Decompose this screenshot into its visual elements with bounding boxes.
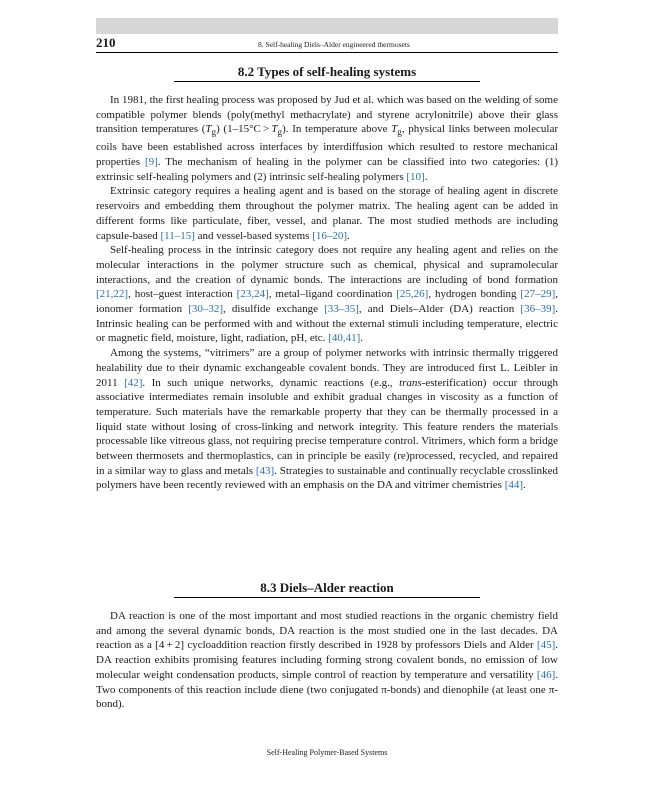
citation-link[interactable]: [46]: [536, 668, 556, 681]
citation-link[interactable]: [42]: [124, 376, 143, 389]
top-bar: [96, 18, 558, 34]
paragraph: DA reaction is one of the most important and most studied reactions in the organic chemistry field and among the several dynamic bonds, DA reaction is the most studied one in the last decades. DA reaction as a [4 + 2] cycloaddition reaction firstly described in 1928 by professors Diels and Alder [45]. DA reaction exhibits promising features including forming strong covalent bonds, no emission of low molecular weight condensation products, simple control of reaction by temperature and versatility [46]. Two components of this reaction include diene (two conjugated π-bonds) and dienophile (at least one π-bond).: [96, 610, 558, 711]
paragraph: In 1981, the first healing process was proposed by Jud et al. which was based on the welding of some compatible polymer blends (poly(methyl methacrylate) and styrene acrylonitrile) above their glass transition temperatures $(T_g) (1-15^\circ C > T_g)$. In temperature above $T_g$, physical links between molecular coils have been established across interfaces by interdiffusion which resulted to restore mechanical properties [9]. The mechanism of healing in the polymer can be classified into two categories: (1) extrinsic self-healing polymers and (2) intrinsic self-healing polymers [10].: [96, 94, 558, 183]
citation-link[interactable]: [25,26]: [396, 288, 429, 301]
citation-link[interactable]: [30–32]: [188, 303, 224, 316]
paragraph: Extrinsic category requires a healing agent and is based on the storage of healing agent in discrete reservoirs and embedding them throughout the polymer matrix. The healing agent can be added in different forms like particulate, fiber, vessel, and planar. The most studied methods are including capsule-based [11–15] and vessel-based systems [16–20].: [96, 185, 558, 242]
citation-link[interactable]: [43]: [255, 464, 275, 477]
citation-link[interactable]: [21,22]: [96, 288, 129, 301]
running-head: 8. Self-healing Diels–Alder engineered thermosets: [258, 40, 410, 49]
section-title-8-3: 8.3 Diels–Alder reaction: [260, 580, 394, 595]
section-8-3-body: [96, 609, 558, 712]
section-rule-8-3: [174, 597, 480, 598]
citation-link[interactable]: [44]: [504, 479, 524, 492]
section-title-8-2: 8.2 Types of self-healing systems: [237, 64, 417, 79]
citation-link[interactable]: [33–35]: [324, 303, 359, 316]
citation-link[interactable]: [27–29]: [520, 288, 556, 301]
citation-link[interactable]: [23,24]: [236, 288, 269, 301]
page-footer: Self-Healing Polymer-Based Systems: [266, 748, 388, 757]
citation-link[interactable]: [9]: [144, 156, 158, 168]
paragraph: Among the systems, “vitrimers” are a group of polymer networks with intrinsic thermally triggered healability due to their dynamic exchangeable covalent bonds. They are introduced first L. Leibler in 2011 [42]. In such unique networks, dynamic reactions (e.g., trans-esterification) occur through associative intermediates remain insoluble and exhibit gradual changes in viscosity as a function of temperature. Such materials have the remarkable property that they can be thermally processed in a liquid state without losing of cross-linking and network integrity. This feature renders the materials processable like vitreous glass, not requiring precise temperature control. Vitrimers, which form a bridge between thermosets and thermoplastics, can in principle be easily (re)processed, recycled, and repaired in a similar way to glass and metals [43]. Strategies to sustainable and continually recyclable crosslinked polymers have been recently reviewed with an emphasis on the DA and vitrimer chemistries [44].: [96, 347, 559, 492]
citation-link[interactable]: [11–15]: [160, 229, 195, 242]
section-rule-8-2: [174, 81, 480, 82]
page-number: 210: [96, 35, 116, 50]
paragraph: Self-healing process in the intrinsic category does not require any healing agent and relies on the molecular interactions in the polymer structure such as chemical, physical and supramolecular interactions, and the creation of dynamic bonds. The interactions are including of bond formation [21,22], host–guest interaction [23,24], metal–ligand coordination [25,26], hydrogen bonding [27–29], ionomer formation [30–32], disulfide exchange [33–35], and Diels–Alder (DA) reaction [36–39]. Intrinsic healing can be performed with and without the external stimuli including temperature, electric or magnetic field, moisture, light, radiation, pH, etc. [40,41].: [96, 244, 558, 345]
citation-link[interactable]: [10]: [406, 170, 425, 183]
citation-link[interactable]: [45]: [536, 639, 556, 652]
citation-link[interactable]: [40,41]: [328, 332, 361, 345]
citation-link[interactable]: [16–20]: [312, 229, 348, 242]
section-8-2-body: [96, 93, 558, 493]
citation-link[interactable]: [36–39]: [520, 303, 556, 316]
header-rule: [96, 52, 558, 53]
